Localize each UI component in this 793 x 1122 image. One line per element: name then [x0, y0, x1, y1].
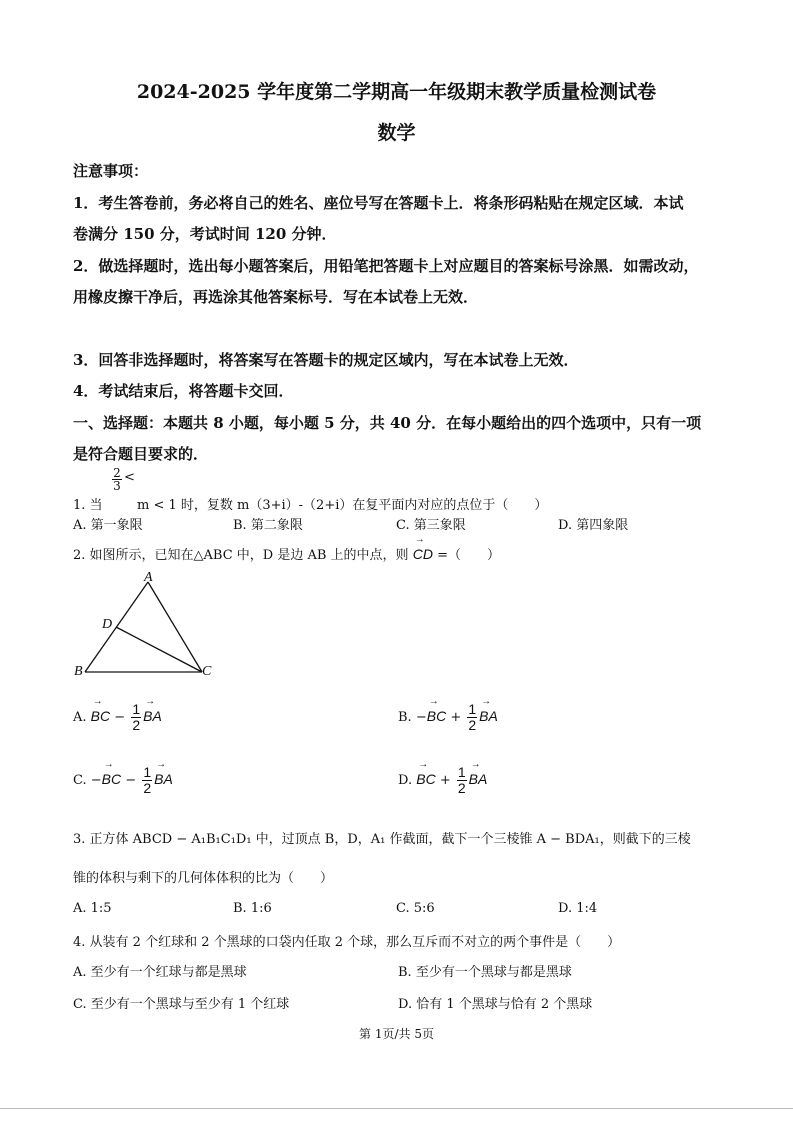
section-heading: 是符合题目要求的．: [73, 445, 209, 463]
option-sign: −: [415, 710, 427, 725]
fraction-numerator: 2: [113, 466, 121, 480]
option-operator: −: [114, 710, 126, 725]
q1-text: m < 1 时，复数 m（3+i）-（2+i）在复平面内对应的点位于（ ）: [137, 498, 548, 513]
notice-line: 2．做选择题时，选出每小题答案后，用铅笔把答题卡上对应题目的答案标号涂黑．如需改动，: [73, 257, 699, 275]
page-footer: 第 1页/共 5页: [359, 1027, 434, 1041]
notice-line: 卷满分 150 分，考试时间 120 分钟．: [73, 225, 337, 243]
fraction-numerator: 1: [468, 701, 477, 717]
fraction-numerator: 1: [143, 764, 152, 780]
notice-line: 4．考试结束后，将答题卡交回．: [73, 382, 294, 400]
fraction-denominator: 2: [457, 780, 466, 796]
q2-text-part: =（ ）: [437, 548, 500, 563]
q2-option-c: [73, 765, 173, 796]
q1-fraction: [112, 467, 122, 492]
fraction-denominator: 2: [468, 717, 477, 733]
vector-ba: → BA: [154, 771, 173, 787]
q2-option-a: [73, 702, 162, 733]
fraction-numerator: 1: [457, 764, 466, 780]
fraction-denominator: 2: [143, 780, 152, 796]
vertex-label-b: B: [74, 664, 83, 679]
q1-option-c: C. 第三象限: [396, 518, 466, 533]
q2-text: [73, 544, 500, 563]
q3-option-b: B. 1:6: [233, 901, 272, 916]
vector-ba: → BA: [469, 771, 488, 787]
q4-option-c: C. 至少有一个黑球与至少有 1 个红球: [73, 997, 290, 1012]
option-operator: −: [125, 773, 137, 788]
option-letter: D.: [398, 773, 413, 788]
vertex-label-c: C: [202, 664, 212, 679]
fraction-denominator: 2: [132, 717, 141, 733]
option-letter: C.: [73, 773, 87, 788]
q4-option-b: B. 至少有一个黑球与都是黑球: [398, 965, 572, 980]
exam-title: 2024-2025 学年度第二学期高一年级期末教学质量检测试卷: [136, 81, 657, 103]
notice-heading: 注意事项：: [73, 162, 149, 180]
fraction-half: [457, 765, 467, 796]
fraction-half: [142, 765, 152, 796]
fraction-denominator: 3: [113, 479, 121, 493]
q4-text: 4. 从装有 2 个红球和 2 个黑球的口袋内任取 2 个球，那么互斥而不对立的两个事件是（ ）: [73, 935, 621, 950]
q1-option-b: B. 第二象限: [233, 518, 303, 533]
vector-bc: → BC: [427, 708, 446, 724]
fraction-numerator: 1: [132, 701, 141, 717]
q1-option-d: D. 第四象限: [558, 518, 629, 533]
option-letter: A.: [73, 710, 87, 725]
vector-cd: → CD: [413, 546, 433, 562]
q3-text: 锥的体积与剩下的几何体体积的比为（ ）: [73, 871, 334, 886]
fraction-half: [131, 702, 141, 733]
option-letter: B.: [398, 710, 412, 725]
vector-bc: → BC: [416, 771, 435, 787]
less-than: <: [124, 470, 135, 485]
page-divider: [0, 1108, 793, 1109]
q3-option-d: D. 1:4: [558, 901, 598, 916]
option-operator: +: [450, 710, 462, 725]
triangle-figure: [70, 570, 220, 685]
vertex-label-d: D: [102, 617, 113, 632]
q4-option-a: A. 至少有一个红球与都是黑球: [73, 965, 247, 980]
vector-ba: → BA: [143, 708, 162, 724]
q3-option-c: C. 5:6: [396, 901, 435, 916]
vector-bc: → BC: [91, 708, 110, 724]
notice-line: 用橡皮擦干净后，再选涂其他答案标号．写在本试卷上无效．: [73, 288, 479, 306]
notice-line: 3．回答非选择题时，将答案写在答题卡的规定区域内，写在本试卷上无效．: [73, 351, 579, 369]
q2-text-part: 2. 如图所示，已知在△ABC 中，D 是边 AB 上的中点，则: [73, 548, 409, 563]
vector-bc: → BC: [102, 771, 121, 787]
q1-number: 1. 当: [73, 498, 103, 513]
option-operator: +: [439, 773, 451, 788]
vector-ba: → BA: [479, 708, 498, 724]
q3-text: 3. 正方体 ABCD − A₁B₁C₁D₁ 中，过顶点 B，D，A₁ 作截面，截下一个三棱锥 A − BDA₁，则截下的三棱: [73, 832, 691, 847]
section-heading: 一、选择题：本题共 8 小题，每小题 5 分，共 40 分．在每小题给出的四个选项中，只有一项: [73, 414, 702, 432]
fraction-half: [467, 702, 477, 733]
option-sign: −: [90, 773, 102, 788]
vertex-label-a: A: [144, 570, 153, 585]
notice-line: 1．考生答卷前，务必将自己的姓名、座位号写在答题卡上．将条形码粘贴在规定区域．本试: [73, 194, 684, 212]
q2-option-d: [398, 765, 487, 796]
q3-option-a: A. 1:5: [73, 901, 112, 916]
subject-title: 数学: [377, 122, 416, 144]
q1-option-a: A. 第一象限: [73, 518, 143, 533]
q4-option-d: D. 恰有 1 个黑球与恰有 2 个黑球: [398, 997, 593, 1012]
q2-option-b: [398, 702, 498, 733]
